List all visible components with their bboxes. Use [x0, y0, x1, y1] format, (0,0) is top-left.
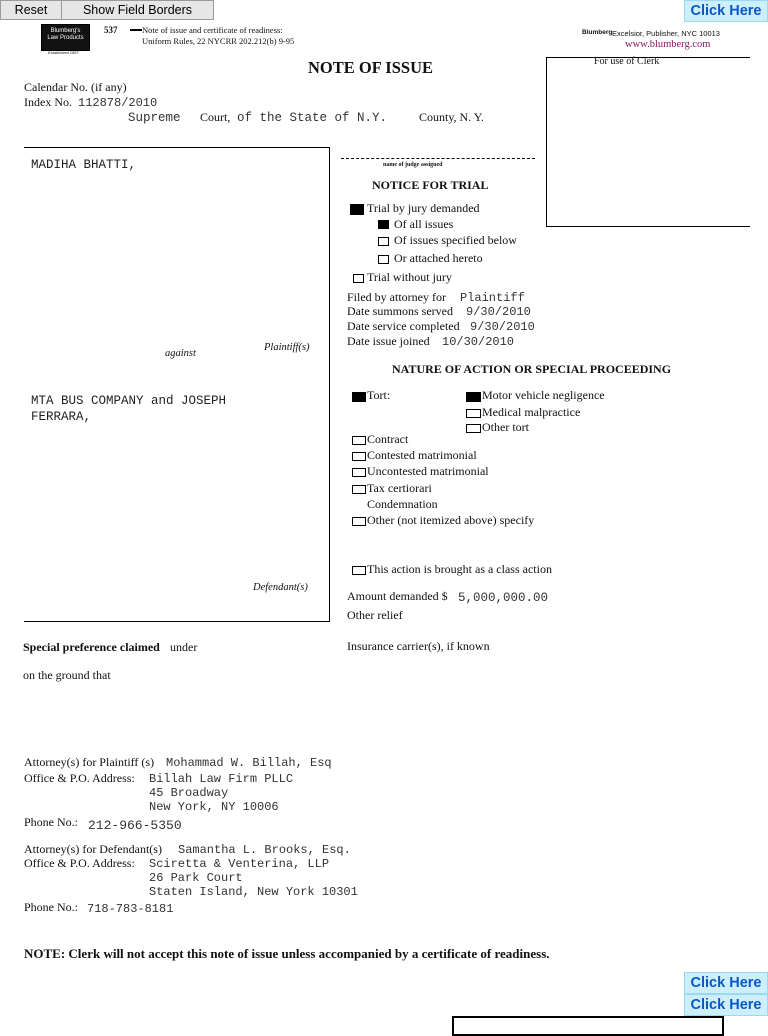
other-tort-label: Other tort [482, 420, 529, 434]
form-description-line2: Uniform Rules, 22 NYCRR 202.212(b) 9-95 [142, 36, 295, 46]
summons-served-label: Date summons served [347, 304, 453, 318]
form-number: 537 [104, 25, 118, 35]
tort-checkbox[interactable] [352, 392, 366, 402]
contested-matrimonial-checkbox[interactable] [352, 452, 366, 461]
defendant-phone-label: Phone No.: [24, 900, 78, 914]
plaintiff-role-label: Plaintiff(s) [264, 342, 310, 353]
motor-vehicle-checkbox[interactable] [466, 392, 481, 402]
issue-joined-label: Date issue joined [347, 334, 430, 348]
service-completed-field[interactable]: 9/30/2010 [470, 320, 535, 334]
nature-heading: NATURE OF ACTION OR SPECIAL PROCEEDING [392, 362, 672, 376]
filed-by-field[interactable]: Plaintiff [460, 291, 525, 305]
bottom-box [452, 1016, 724, 1036]
motor-vehicle-label: Motor vehicle negligence [482, 388, 605, 402]
summons-served-field[interactable]: 9/30/2010 [466, 305, 531, 319]
class-action-checkbox[interactable] [352, 566, 366, 575]
ground-label: on the ground that [23, 668, 111, 682]
page-title: NOTE OF ISSUE [308, 58, 434, 77]
defendant-name-line2[interactable]: FERRARA, [31, 410, 92, 424]
uncontested-matrimonial-checkbox[interactable] [352, 468, 366, 477]
logo-line2: Law Products [47, 35, 84, 41]
attached-checkbox[interactable] [378, 255, 389, 264]
defendant-attorney-label: Attorney(s) for Defendant(s) [24, 842, 162, 856]
contract-label: Contract [367, 432, 409, 446]
medical-malpractice-checkbox[interactable] [466, 409, 481, 418]
tort-label: Tort: [367, 388, 391, 402]
judge-field[interactable] [341, 158, 535, 159]
click-here-button-bottom[interactable]: Click Here [684, 994, 768, 1016]
form-description-line1: Note of issue and certificate of readiness: [142, 25, 283, 35]
calendar-label: Calendar No. (if any) [24, 80, 127, 94]
tax-certiorari-checkbox[interactable] [352, 485, 366, 494]
issues-specified-checkbox[interactable] [378, 237, 389, 246]
notice-for-trial-heading: NOTICE FOR TRIAL [372, 178, 489, 192]
defendant-attorney-field[interactable]: Samantha L. Brooks, Esq. [178, 843, 351, 857]
jury-demanded-label: Trial by jury demanded [367, 201, 480, 215]
form-desc-dash [130, 29, 142, 31]
plaintiff-address-line3[interactable]: New York, NY 10006 [149, 800, 279, 814]
plaintiff-address-label: Office & P.O. Address: [24, 771, 135, 785]
plaintiff-address-line2[interactable]: 45 Broadway [149, 786, 229, 800]
service-completed-label: Date service completed [347, 319, 460, 333]
plaintiff-address-line1[interactable]: Billah Law Firm PLLC [149, 772, 294, 786]
defendant-phone-field[interactable]: 718-783-8181 [87, 902, 174, 916]
logo-line1: Blumberg's [50, 28, 81, 34]
publisher-brand: Blumberg [582, 29, 613, 36]
show-field-borders-button[interactable]: Show Field Borders [61, 0, 214, 20]
reset-button[interactable]: Reset [0, 0, 62, 20]
logo-established: Established 1887 [48, 50, 79, 55]
state-field[interactable]: of the State of N.Y. [237, 111, 388, 125]
publisher-info: Excelsior, Publisher, NYC 10013 [612, 29, 720, 38]
against-label: against [165, 348, 196, 359]
defendant-address-line1[interactable]: Sciretta & Venterina, LLP [149, 857, 330, 871]
website-link[interactable]: www.blumberg.com [625, 39, 711, 50]
defendant-address-line2[interactable]: 26 Park Court [149, 871, 243, 885]
judge-label: name of judge assigned [383, 162, 443, 168]
plaintiff-name-field[interactable]: MADIHA BHATTI, [31, 158, 137, 172]
click-here-button-middle[interactable]: Click Here [684, 972, 768, 994]
uncontested-matrimonial-label: Uncontested matrimonial [367, 464, 489, 478]
jury-demanded-checkbox[interactable] [350, 204, 364, 215]
defendant-address-line3[interactable]: Staten Island, New York 10301 [149, 885, 358, 899]
caption-box-top [24, 147, 330, 148]
caption-box-bottom [24, 621, 330, 622]
trial-without-jury-checkbox[interactable] [353, 274, 364, 283]
clerk-label: For use of Clerk [594, 56, 660, 67]
amount-demanded-field[interactable]: 5,000,000.00 [458, 591, 549, 605]
plaintiff-attorney-field[interactable]: Mohammad W. Billah, Esq [166, 756, 332, 770]
plaintiff-phone-label: Phone No.: [24, 815, 78, 829]
condemnation-label: Condemnation [367, 497, 438, 511]
class-action-label: This action is brought as a class action [367, 562, 552, 576]
plaintiff-phone-field[interactable]: 212-966-5350 [88, 818, 182, 833]
defendant-role-label: Defendant(s) [253, 582, 308, 593]
medical-malpractice-label: Medical malpractice [482, 405, 581, 419]
defendant-address-label: Office & P.O. Address: [24, 856, 135, 870]
county-label: County, N. Y. [419, 110, 484, 124]
click-here-button-top[interactable]: Click Here [684, 0, 768, 22]
all-issues-checkbox[interactable] [378, 220, 389, 229]
index-label: Index No. [24, 95, 72, 109]
contract-checkbox[interactable] [352, 436, 366, 445]
caption-box-right [329, 147, 330, 622]
insurance-carrier-label: Insurance carrier(s), if known [347, 639, 490, 653]
all-issues-label: Of all issues [394, 217, 454, 231]
issue-joined-field[interactable]: 10/30/2010 [442, 335, 515, 349]
clerk-box-bottom [546, 226, 750, 227]
other-tort-checkbox[interactable] [466, 424, 481, 433]
trial-without-jury-label: Trial without jury [367, 270, 452, 284]
filed-by-label: Filed by attorney for [347, 290, 446, 304]
court-field[interactable]: Supreme [128, 111, 181, 125]
issues-specified-label: Of issues specified below [394, 233, 517, 247]
other-relief-label: Other relief [347, 608, 403, 622]
defendant-name-line1[interactable]: MTA BUS COMPANY and JOSEPH [31, 394, 227, 408]
other-action-checkbox[interactable] [352, 517, 366, 526]
tax-certiorari-label: Tax certiorari [367, 481, 432, 495]
blumberg-logo [41, 24, 90, 51]
amount-demanded-label: Amount demanded $ [347, 589, 448, 603]
court-label: Court, [200, 110, 231, 124]
clerk-box-left [546, 57, 547, 227]
special-preference-label: Special preference claimed [23, 640, 160, 654]
index-number-field[interactable]: 112878/2010 [78, 96, 158, 110]
plaintiff-attorney-label: Attorney(s) for Plaintiff (s) [24, 755, 155, 769]
clerk-note: NOTE: Clerk will not accept this note of issue unless accompanied by a certificate of readiness. [24, 946, 550, 961]
attached-label: Or attached hereto [394, 251, 483, 265]
contested-matrimonial-label: Contested matrimonial [367, 448, 477, 462]
special-preference-under: under [170, 640, 198, 654]
other-action-label: Other (not itemized above) specify [367, 513, 535, 527]
